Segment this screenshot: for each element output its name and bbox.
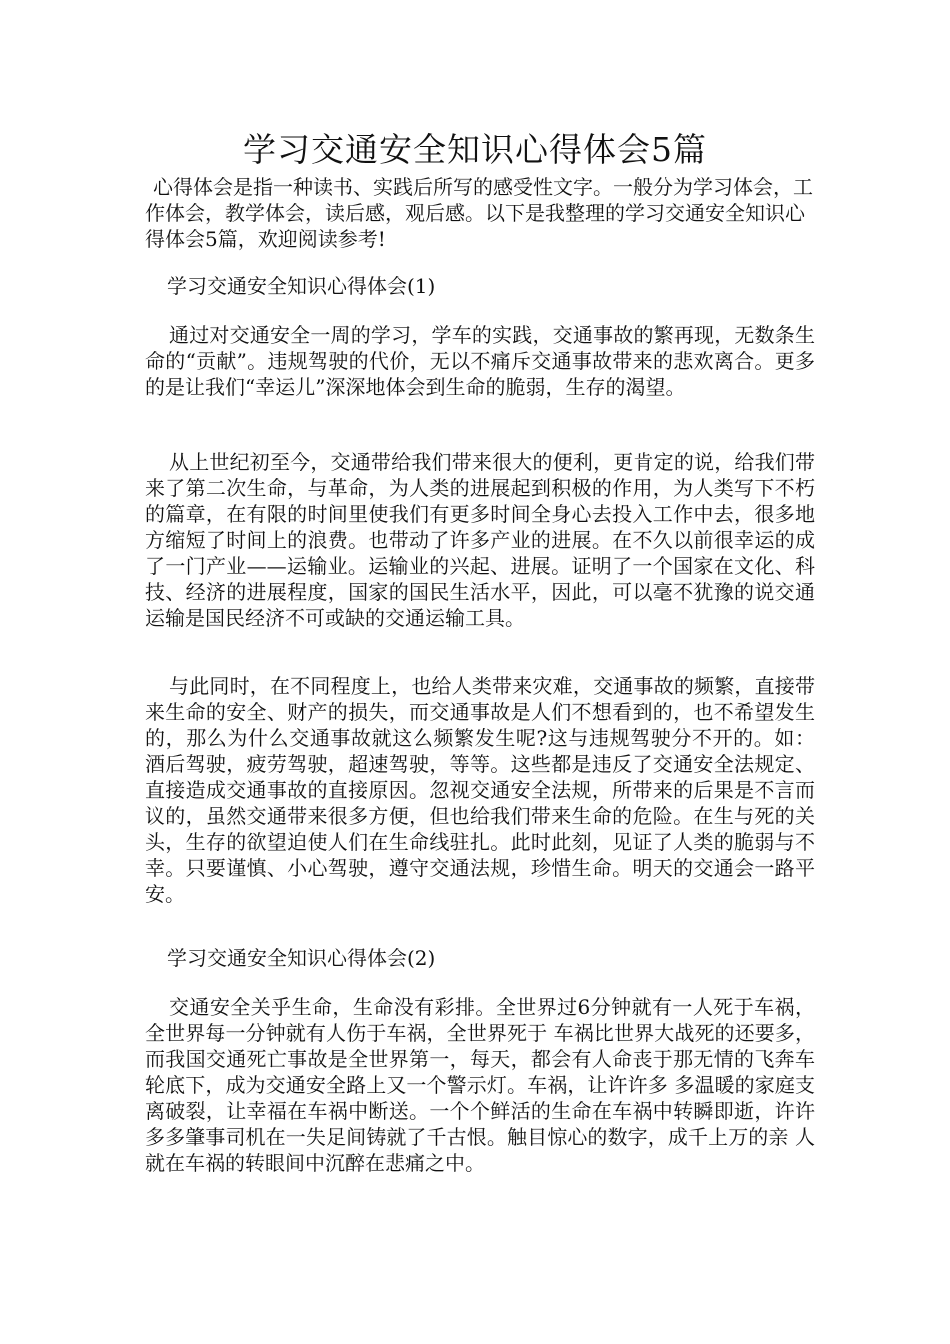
section-2-paragraph-1: 交通安全关乎生命，生命没有彩排。全世界过6分钟就有一人死于车祸，全世界每一分钟就有人伤于车祸，全世界死于 车祸比世界大战死的还要多，而我国交通死亡事故是全世界第一，每天，都会有人命丧于那无情的飞奔车轮底下，成为交通安全路上又一个警示灯。车祸，让许许多 多温暖的家庭支离破裂，让幸福在车祸中断送。一个个鲜活的生命在车祸中转瞬即逝，许许多多肇事司机在一失足间铸就了千古恨。触目惊心的数字，成千上万的亲 人就在车祸的转眼间中沉醉在悲痛之中。	[145, 995, 815, 1175]
document-title: 学习交通安全知识心得体会5篇	[243, 130, 707, 169]
section-1-paragraph-3: 与此同时，在不同程度上，也给人类带来灾难，交通事故的频繁，直接带来生命的安全、财产的损失，而交通事故是人们不想看到的，也不希望发生的，那么为什么交通事故就这么频繁发生呢?这与违规驾驶分不开的。如：酒后驾驶，疲劳驾驶，超速驾驶，等等。这些都是违反了交通安全法规定、直接造成交通事故的直接原因。忽视交通安全法规，所带来的后果是不言而议的，虽然交通带来很多方便，但也给我们带来生命的危险。在生与死的关头，生存的欲望迫使人们在生命线驻扎。此时此刻，见证了人类的脆弱与不幸。只要谨慎、小心驾驶，遵守交通法规，珍惜生命。明天的交通会一路平安。	[145, 674, 815, 906]
intro-paragraph: 心得体会是指一种读书、实践后所写的感受性文字。一般分为学习体会，工作体会，教学体会，读后感，观后感。以下是我整理的学习交通安全知识心得体会5篇，欢迎阅读参考!	[145, 175, 813, 251]
section-1-paragraph-1: 通过对交通安全一周的学习，学车的实践，交通事故的繁再现，无数条生命的“贡献”。违规驾驶的代价，无以不痛斥交通事故带来的悲欢离合。更多的是让我们“幸运儿”深深地体会到生命的脆弱，生存的渴望。	[145, 323, 815, 399]
section-heading-1: 学习交通安全知识心得体会(1)	[167, 274, 436, 298]
section-heading-2: 学习交通安全知识心得体会(2)	[167, 946, 436, 970]
section-1-paragraph-2: 从上世纪初至今，交通带给我们带来很大的便利，更肯定的说，给我们带来了第二次生命，与革命，为人类的进展起到积极的作用，为人类写下不朽的篇章，在有限的时间里使我们有更多时间全身心去投入工作中去，很多地方缩短了时间上的浪费。也带动了许多产业的进展。在不久以前很幸运的成了一门产业——运输业。运输业的兴起、进展。证明了一个国家在文化、科技、经济的进展程度，国家的国民生活水平，因此，可以毫不犹豫的说交通运输是国民经济不可或缺的交通运输工具。	[145, 450, 815, 630]
